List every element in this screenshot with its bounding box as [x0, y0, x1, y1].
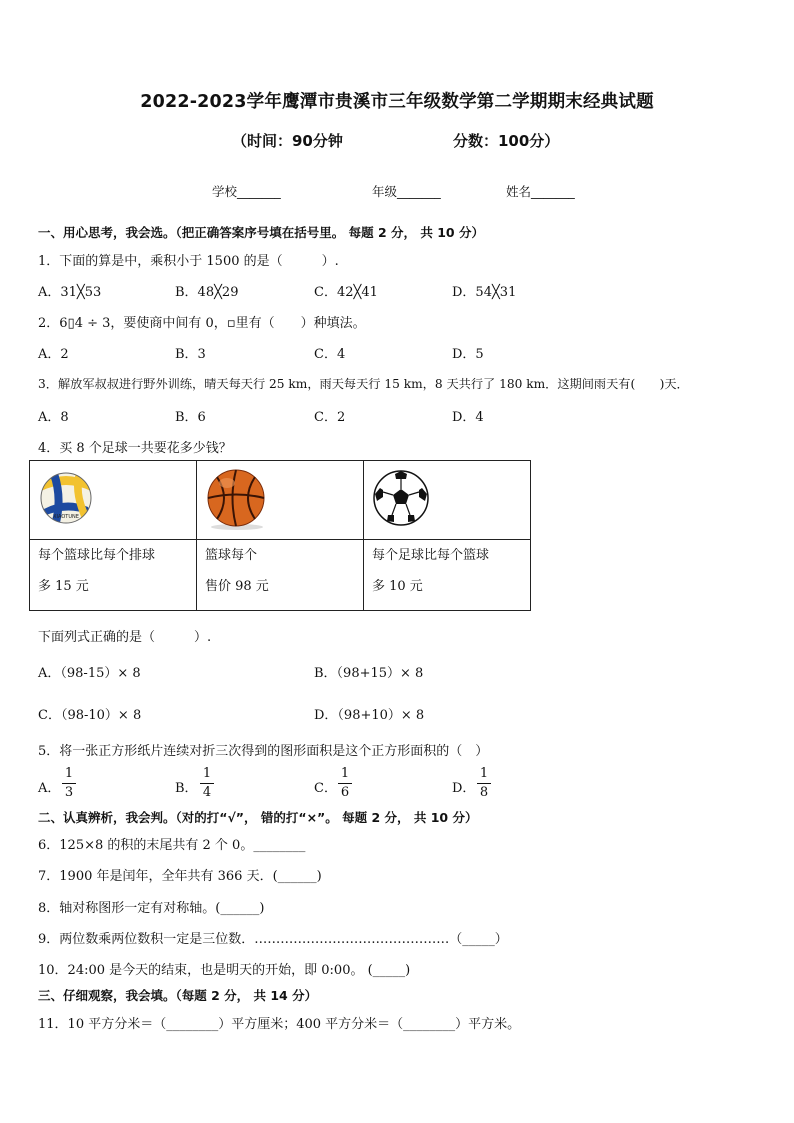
question-5-stem: 5．将一张正方形纸片连续对折三次得到的图形面积是这个正方形面积的（ ）: [38, 744, 489, 759]
q5-option-b-label[interactable]: B．: [175, 781, 198, 796]
soccer-line-2: 多 10 元: [372, 579, 423, 594]
q5-option-d-label[interactable]: D．: [452, 781, 476, 796]
exam-time: （时间：90分钟: [232, 132, 343, 150]
q2-option-d[interactable]: D．5: [452, 347, 484, 362]
name-field[interactable]: 姓名_______: [506, 184, 575, 199]
judgement-item-6[interactable]: 6．125×8 的积的末尾共有 2 个 0。________: [38, 838, 306, 853]
q5-option-d-fraction[interactable]: 1 8: [477, 766, 491, 801]
q5-option-c-fraction[interactable]: 1 6: [338, 766, 352, 801]
q4-option-a[interactable]: A．（98-15）× 8: [38, 666, 141, 681]
judgement-item-9[interactable]: 9．两位数乘两位数积一定是三位数．………………………………………（_____）: [38, 932, 508, 947]
fill-item-11[interactable]: 11．10 平方分米＝（________）平方厘米；400 平方分米＝（________）平方米。: [38, 1017, 521, 1032]
q5-option-c-label[interactable]: C．: [314, 781, 337, 796]
q3-option-d[interactable]: D．4: [452, 410, 484, 425]
volleyball-icon: [30, 461, 196, 535]
q3-option-b[interactable]: B．6: [175, 410, 206, 425]
page-title: 2022-2023学年鹰潭市贵溪市三年级数学第二学期期末经典试题: [140, 92, 654, 112]
q2-option-c[interactable]: C．4: [314, 347, 346, 362]
q1-option-c[interactable]: C．42╳41: [314, 285, 378, 300]
ball-price-table: [29, 460, 531, 611]
exam-score: 分数：100分）: [453, 132, 560, 150]
soccer-ball-icon: [364, 461, 530, 535]
soccer-cell: [364, 461, 531, 540]
section-3-heading: 三、仔细观察，我会填。（每题 2 分， 共 14 分）: [38, 988, 318, 1003]
question-3-stem: 3．解放军叔叔进行野外训练，晴天每天行 25 km，雨天每天行 15 km，8 天共行了 180 km．这期间雨天有( )天．: [38, 377, 689, 391]
q1-option-a[interactable]: A．31╳53: [38, 285, 102, 300]
judgement-item-10[interactable]: 10．24:00 是今天的结束，也是明天的开始，即 0:00。 (_____): [38, 963, 411, 978]
q2-option-b[interactable]: B．3: [175, 347, 206, 362]
volleyball-info: [30, 540, 197, 611]
svg-text:XIAOTUNE: XIAOTUNE: [53, 514, 79, 520]
q4-option-d[interactable]: D．（98+10）× 8: [314, 708, 425, 723]
question-1-stem: 1．下面的算是中，乘积小于 1500 的是（ ）.: [38, 254, 339, 269]
q1-option-d[interactable]: D．54╳31: [452, 285, 517, 300]
soccer-info: [364, 540, 531, 611]
question-4-stem: 4．买 8 个足球一共要花多少钱？: [38, 441, 232, 456]
basketball-icon: [197, 461, 363, 535]
judgement-item-7[interactable]: 7．1900 年是闰年，全年共有 366 天．(______): [38, 869, 322, 884]
q3-option-a[interactable]: A．8: [38, 410, 69, 425]
soccer-line-1: 每个足球比每个篮球: [372, 548, 490, 563]
grade-field[interactable]: 年级_______: [372, 184, 441, 199]
q1-option-b[interactable]: B．48╳29: [175, 285, 239, 300]
q2-option-a[interactable]: A．2: [38, 347, 69, 362]
volleyball-line-2: 多 15 元: [38, 579, 89, 594]
q4-option-c[interactable]: C．（98-10）× 8: [38, 708, 142, 723]
volleyball-line-1: 每个篮球比每个排球: [38, 548, 156, 563]
q5-option-a-fraction[interactable]: 1 3: [62, 766, 76, 801]
question-2-stem: 2．6▯4 ÷ 3，要使商中间有 0，▫里有（ ）种填法。: [38, 316, 366, 331]
basketball-cell: [197, 461, 364, 540]
q3-option-c[interactable]: C．2: [314, 410, 346, 425]
basketball-line-1: 篮球每个: [205, 548, 258, 563]
school-field[interactable]: 学校_______: [212, 184, 281, 199]
q5-option-a-label[interactable]: A．: [38, 781, 61, 796]
q5-option-b-fraction[interactable]: 1 4: [200, 766, 214, 801]
basketball-info: [197, 540, 364, 611]
section-2-heading: 二、认真辨析，我会判。（对的打“√”， 错的打“×”。 每题 2 分， 共 10 分）: [38, 810, 478, 825]
basketball-line-2: 售价 98 元: [205, 579, 269, 594]
volleyball-cell: [30, 461, 197, 540]
q4-option-b[interactable]: B．（98+15）× 8: [314, 666, 424, 681]
judgement-item-8[interactable]: 8．轴对称图形一定有对称轴。(______): [38, 901, 265, 916]
section-1-heading: 一、用心思考，我会选。（把正确答案序号填在括号里。 每题 2 分， 共 10 分）: [38, 225, 484, 240]
question-4-prompt: 下面列式正确的是（ ）.: [38, 630, 212, 645]
